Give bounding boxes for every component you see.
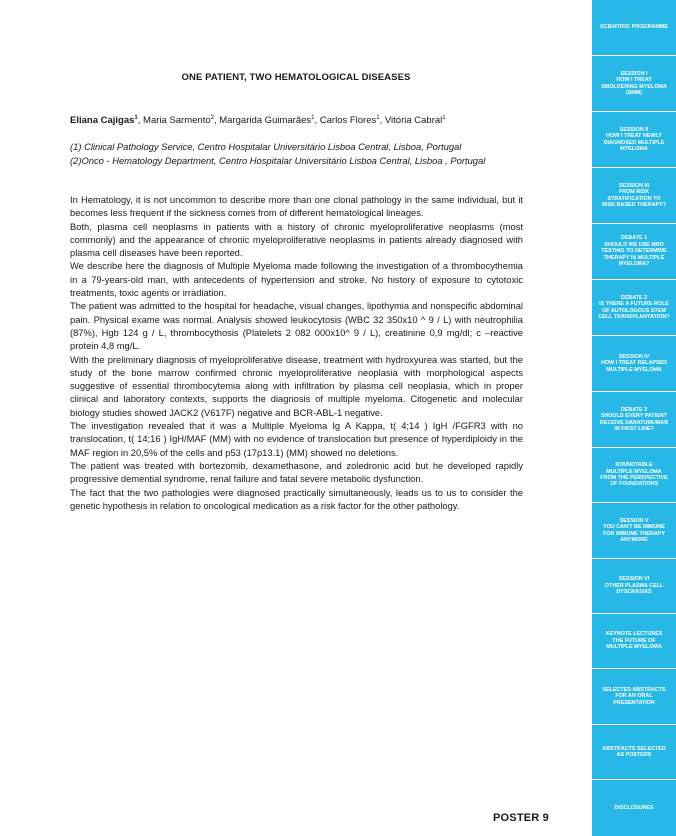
sidebar-item-line: AS POSTERS: [616, 752, 652, 758]
sidebar-item-line: STRATIFICATION TO: [607, 195, 661, 202]
abstract-paragraph: The investigation revealed that it was a Multiple Myeloma Ig A Kappa, t( 4;14 ) IgH /FGFR3 with no translocation, t( 14;16 ) IgH/MAF (MM) with no evidence of translocation but presence of hyperdiploidy in the MAF region in 20,5% of the cells and p53 (17p13.1) (MM) showed no deletions.: [70, 421, 523, 458]
poster-number-label: POSTER 9: [493, 812, 550, 824]
sidebar-item-label: [601, 71, 667, 97]
sidebar-item-13[interactable]: [592, 669, 676, 725]
sidebar-item-label: [606, 631, 663, 650]
sidebar-item-line: SESSION II: [619, 126, 649, 133]
sidebar-item-line: RISK-BASED THERAPY?: [601, 201, 667, 208]
sidebar-item-line: (SMM): [625, 89, 643, 96]
sidebar-item-line: OTHER PLASMA CELL: [604, 582, 664, 589]
sidebar-item-line: FROM RISK: [618, 189, 650, 196]
sidebar-item-line: MULTIPLE MYELOMA: [606, 644, 662, 651]
sidebar-item-line: DEBATE 3: [620, 406, 648, 413]
author-name: Maria Sarmento: [143, 115, 211, 127]
author-separator: ,: [213, 115, 220, 127]
author-affiliation-marker: 1: [134, 115, 138, 121]
sidebar-item-line: DIAGNOSED MULTIPLE: [603, 139, 665, 146]
sidebar-item-line: SCIENTIFIC PROGRAMME: [600, 24, 668, 31]
author-name: Carlos Flores: [319, 115, 377, 127]
sidebar-item-line: DYSCRASIAS: [616, 589, 652, 596]
author-affiliation-marker: 2: [210, 115, 214, 121]
sidebar-item-line: SESSION III: [619, 182, 649, 189]
sidebar-item-label: [601, 354, 667, 373]
sidebar-item-line: OF FOUNDATIONS: [609, 481, 659, 488]
sidebar-item-line: SHOULD EVERY PATIENT: [601, 413, 667, 420]
sidebar-item-line: MULTIPLE MYELOMA: [606, 468, 662, 475]
sidebar-item-line: ANYMORE: [620, 536, 648, 543]
sidebar-item-label: [601, 235, 667, 267]
author-name: Eliana Cajigas: [70, 115, 135, 127]
sidebar-item-11[interactable]: [592, 559, 676, 614]
sidebar-item-7[interactable]: [592, 336, 676, 392]
affiliation-2: (2)Onco - Hematology Department, Centro Hospitalar Universitário Lisboa Central, Lisboa , Portugal: [70, 154, 486, 166]
author-list: [70, 115, 530, 126]
sidebar-item-1[interactable]: [592, 0, 676, 56]
affiliations: [70, 140, 540, 167]
affiliation-1: (1) Clinical Pathology Service, Centro Hospitalar Universitário Lisboa Central, Lisboa, Portugal: [70, 141, 462, 152]
abstract-title: ONE PATIENT, TWO HEMATOLOGICAL DISEASES: [181, 72, 411, 83]
sidebar-item-label: [602, 687, 665, 706]
sidebar-item-line: SMOLDERING MYELOMA: [601, 83, 667, 90]
sidebar-item-line: KEYNOTE LECTURES: [605, 631, 663, 638]
sidebar-item-line: FROM THE PERSPECTIVE: [600, 475, 668, 481]
author-separator: ,: [137, 115, 144, 127]
sidebar-item-15[interactable]: [592, 780, 676, 836]
sidebar-nav: [592, 0, 676, 836]
sidebar-item-5[interactable]: [592, 224, 676, 280]
sidebar-item-line: HOW I TREAT RELAPSED: [600, 360, 668, 367]
sidebar-item-line: MULTIPLE MYELOMA: [606, 366, 662, 373]
sidebar-item-line: ABSTRACTS SELECTED: [602, 745, 666, 752]
sidebar-item-line: THERAPY IN MULTIPLE: [603, 254, 665, 261]
sidebar-item-10[interactable]: [592, 503, 676, 559]
sidebar-item-3[interactable]: [592, 112, 676, 168]
sidebar-item-line: THE FUTURE OF: [612, 637, 656, 644]
sidebar-item-label: [602, 183, 666, 209]
author-affiliation-marker: 1: [376, 115, 380, 121]
abstract-paragraph: In Hematology, it is not uncommon to describe more than one clonal pathology in the same individual, but it becomes less frequent if the sickness comes from of different hematological lineages.: [70, 195, 523, 219]
sidebar-item-line: SESSION V: [619, 517, 649, 524]
sidebar-item-label: [600, 24, 668, 30]
sidebar-item-line: PRESENTATION: [613, 699, 655, 706]
sidebar-item-line: YOU CAN'T BE IMMUNE: [603, 524, 665, 531]
author-name: Vitória Cabral: [384, 115, 443, 127]
sidebar-item-label: [604, 127, 665, 153]
abstract-paragraph: The patient was admitted to the hospital for headache, visual changes, lipothymia and nonspecific abdominal pain. Physical exame was normal. Analysis showed leukocytosis (WBC 32 350x10 ^ 9 / L) with neutrophilia (87%), Hgb 124 g / L, thrombocythosis (Platelets 2 082 000x10^ 9 / L), creatinine 0,9 mg/dl; c –reactive protein 4,8 mg/L.: [70, 301, 523, 352]
sidebar-item-label: [615, 805, 654, 811]
sidebar-item-line: SELECTED ABSTRACTS: [602, 686, 666, 693]
sidebar-item-line: TESTING TO DETERMINE: [601, 248, 667, 255]
sidebar-item-8[interactable]: [592, 392, 676, 448]
abstract-paragraph: Both, plasma cell neoplasms in patients with a history of chronic myeloproliferative neoplasms (most commonly) and the appearance of chronic myeloproliferative neoplasms in patients already diagnosed with plasma cell diseases have been reported.: [70, 221, 523, 259]
sidebar-item-line: SESSION I: [620, 70, 648, 77]
author-affiliation-marker: 1: [311, 115, 315, 121]
sidebar-item-line: HOW I TREAT NEWLY: [606, 133, 662, 140]
sidebar-item-line: HOW I TREAT: [616, 77, 652, 84]
sidebar-item-6[interactable]: [592, 280, 676, 336]
author-separator: ,: [379, 115, 385, 127]
sidebar-item-line: FOR AN ORAL: [615, 693, 653, 700]
sidebar-item-12[interactable]: [592, 614, 676, 669]
sidebar-item-line: MYELOMA: [620, 145, 648, 152]
sidebar-item-line: DEBATE 1: [620, 235, 648, 242]
sidebar-item-label: [600, 462, 667, 488]
abstract-paragraph: The fact that the two pathologies were diagnosed practically simultaneously, leads us to us to consider the genetic hypothesis in relation to oncological medication as a risk factor for the other pathology.: [70, 487, 523, 511]
sidebar-item-line: SESSION IV: [618, 353, 650, 360]
sidebar-item-2[interactable]: [592, 56, 676, 112]
abstract-paragraph: The patient was treated with bortezomib, dexamethasone, and zoledronic acid but he developed rapidly progressive demential syndrome, renal failure and fatal severe metabolic dysfunction.: [70, 460, 523, 485]
sidebar-item-line: SHOULD WE USE MRD: [604, 241, 664, 248]
sidebar-item-label: [600, 407, 668, 433]
sidebar-item-line: RECEIVE DARATUMUMAB: [599, 419, 669, 426]
author-affiliation-marker: 1: [442, 115, 446, 121]
sidebar-item-line: IN FIRST LINE?: [614, 425, 654, 432]
abstract-paragraph: With the preliminary diagnosis of myeloproliferative disease, treatment with hydroxyurea was started, but the study of the bone marrow confirmed chronic myeloproliferative neoplasia with morphological aspects suggestive of essential thrombocytemia along with infiltration by plasma cell neoplasia, which in proper clinical and laboratory contexts, supports the diagnosis of multiple myeloma. Citogenetic and molecular biology studies showed JACK2 (V617F) negative and BCR-ABL-1 negative.: [70, 354, 523, 418]
sidebar-item-14[interactable]: [592, 725, 676, 780]
sidebar-item-9[interactable]: [592, 448, 676, 503]
author-name: Margarida Guimarães: [219, 115, 312, 127]
sidebar-item-line: ROUNDTABLE: [615, 462, 653, 469]
abstract-body: [70, 194, 523, 513]
sidebar-item-label: [602, 746, 666, 759]
abstract-paragraph: We describe here the diagnosis of Multiple Myeloma made following the investigation of a thrombocythemia in a 79-years-old man, with antecedents of hypertension and stroke. No history of exposure to cytotoxic treatments, toxic agents or irradiation.: [70, 261, 523, 299]
sidebar-item-line: DEBATE 2: [620, 294, 648, 301]
sidebar-item-label: [598, 295, 669, 321]
sidebar-item-label: [603, 518, 665, 544]
sidebar-item-4[interactable]: [592, 168, 676, 224]
sidebar-item-line: IS THERE A FUTURE ROLE: [599, 301, 669, 308]
sidebar-item-line: OF AUTOLOGOUS STEM: [602, 307, 666, 314]
sidebar-item-line: CELL TRANSPLANTATION?: [598, 313, 670, 320]
sidebar-item-line: DISCLOSURES: [614, 804, 654, 811]
sidebar-item-line: FOR IMMUNE THERAPY: [603, 530, 665, 537]
sidebar-item-line: MYELOMA?: [618, 261, 650, 268]
sidebar-item-label: [605, 576, 664, 595]
sidebar-item-line: SESSION VI: [618, 576, 650, 583]
author-separator: ,: [314, 115, 320, 127]
